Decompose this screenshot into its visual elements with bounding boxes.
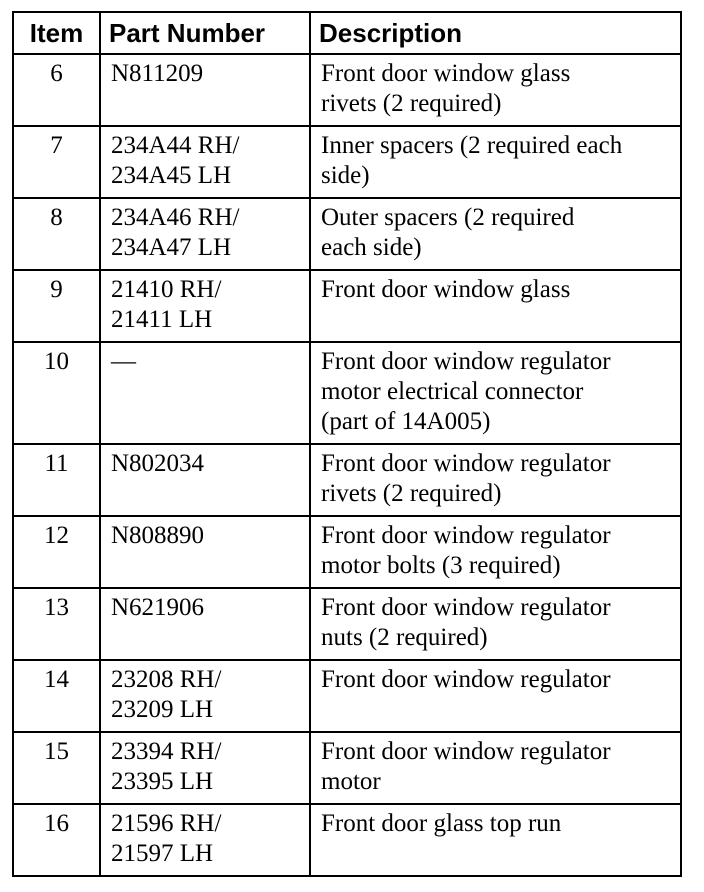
- item-cell: [13, 270, 100, 342]
- item-cell-text: 7: [50, 132, 63, 159]
- item-cell-text: 6: [50, 60, 63, 87]
- part-number-cell: [100, 732, 310, 804]
- item-cell: [13, 660, 100, 732]
- part-number-cell-text: 23394 RH/ 23395 LH: [111, 738, 222, 795]
- header-row: [13, 12, 681, 54]
- item-cell-text: 12: [44, 522, 69, 549]
- table-row: [13, 198, 681, 270]
- part-number-cell-text: 21410 RH/ 21411 LH: [111, 276, 222, 333]
- description-cell-text: Outer spacers (2 required each side): [321, 204, 575, 261]
- table-row: [13, 516, 681, 588]
- item-cell: [13, 444, 100, 516]
- part-number-cell: [100, 54, 310, 126]
- table-row: [13, 54, 681, 126]
- description-cell: [310, 126, 681, 198]
- item-cell: [13, 516, 100, 588]
- description-cell: [310, 588, 681, 660]
- part-number-cell: [100, 270, 310, 342]
- description-cell: [310, 54, 681, 126]
- part-number-cell-text: N802034: [111, 450, 205, 477]
- part-number-cell: [100, 444, 310, 516]
- table-row: [13, 588, 681, 660]
- part-number-cell-text: 234A44 RH/ 234A45 LH: [111, 132, 240, 189]
- item-cell-text: 13: [44, 594, 69, 621]
- item-cell: [13, 588, 100, 660]
- part-number-cell-text: N811209: [111, 60, 204, 87]
- item-cell-text: 14: [44, 666, 69, 693]
- part-number-cell: [100, 804, 310, 876]
- description-cell: [310, 342, 681, 444]
- item-cell-text: 16: [44, 810, 69, 837]
- item-cell-text: 10: [44, 348, 69, 375]
- item-cell: [13, 342, 100, 444]
- description-cell-text: Front door window glass: [321, 276, 571, 303]
- part-number-cell-text: 23208 RH/ 23209 LH: [111, 666, 222, 723]
- part-number-cell: [100, 516, 310, 588]
- description-cell: [310, 516, 681, 588]
- header-description: Description: [310, 12, 681, 54]
- item-cell: [13, 198, 100, 270]
- header-part-number: Part Number: [100, 12, 310, 54]
- item-cell-text: 8: [50, 204, 63, 231]
- description-cell-text: Front door window regulator: [321, 666, 611, 693]
- description-cell-text: Front door window glass rivets (2 required): [321, 60, 571, 117]
- table-row: [13, 444, 681, 516]
- item-cell: [13, 732, 100, 804]
- item-cell: [13, 126, 100, 198]
- item-cell-text: 11: [44, 450, 69, 477]
- item-cell-text: 9: [50, 276, 63, 303]
- table-row: [13, 126, 681, 198]
- description-cell-text: Front door window regulator nuts (2 required): [321, 594, 611, 651]
- parts-table: [12, 11, 682, 877]
- description-cell-text: Front door window regulator motor electrical connector (part of 14A005): [321, 348, 611, 435]
- part-number-cell-text: N621906: [111, 594, 205, 621]
- part-number-cell-text: 234A46 RH/ 234A47 LH: [111, 204, 240, 261]
- description-cell-text: Front door window regulator motor: [321, 738, 611, 795]
- table-row: [13, 732, 681, 804]
- item-cell: [13, 54, 100, 126]
- table-row: [13, 660, 681, 732]
- item-cell: [13, 804, 100, 876]
- description-cell-text: Front door window regulator rivets (2 required): [321, 450, 611, 507]
- part-number-cell-text: N808890: [111, 522, 205, 549]
- header-item: Item: [13, 12, 100, 54]
- part-number-cell: [100, 660, 310, 732]
- part-number-cell: [100, 126, 310, 198]
- part-number-cell: [100, 198, 310, 270]
- part-number-cell-text: —: [111, 348, 136, 375]
- description-cell-text: Inner spacers (2 required each side): [321, 132, 623, 189]
- description-cell: [310, 198, 681, 270]
- part-number-cell-text: 21596 RH/ 21597 LH: [111, 810, 222, 867]
- item-cell-text: 15: [44, 738, 69, 765]
- table-row: [13, 270, 681, 342]
- description-cell: [310, 270, 681, 342]
- description-cell-text: Front door window regulator motor bolts (3 required): [321, 522, 611, 579]
- description-cell-text: Front door glass top run: [321, 810, 562, 837]
- description-cell: [310, 732, 681, 804]
- table-row: [13, 804, 681, 876]
- description-cell: [310, 444, 681, 516]
- table-row: [13, 342, 681, 444]
- description-cell: [310, 660, 681, 732]
- part-number-cell: [100, 588, 310, 660]
- part-number-cell: [100, 342, 310, 444]
- description-cell: [310, 804, 681, 876]
